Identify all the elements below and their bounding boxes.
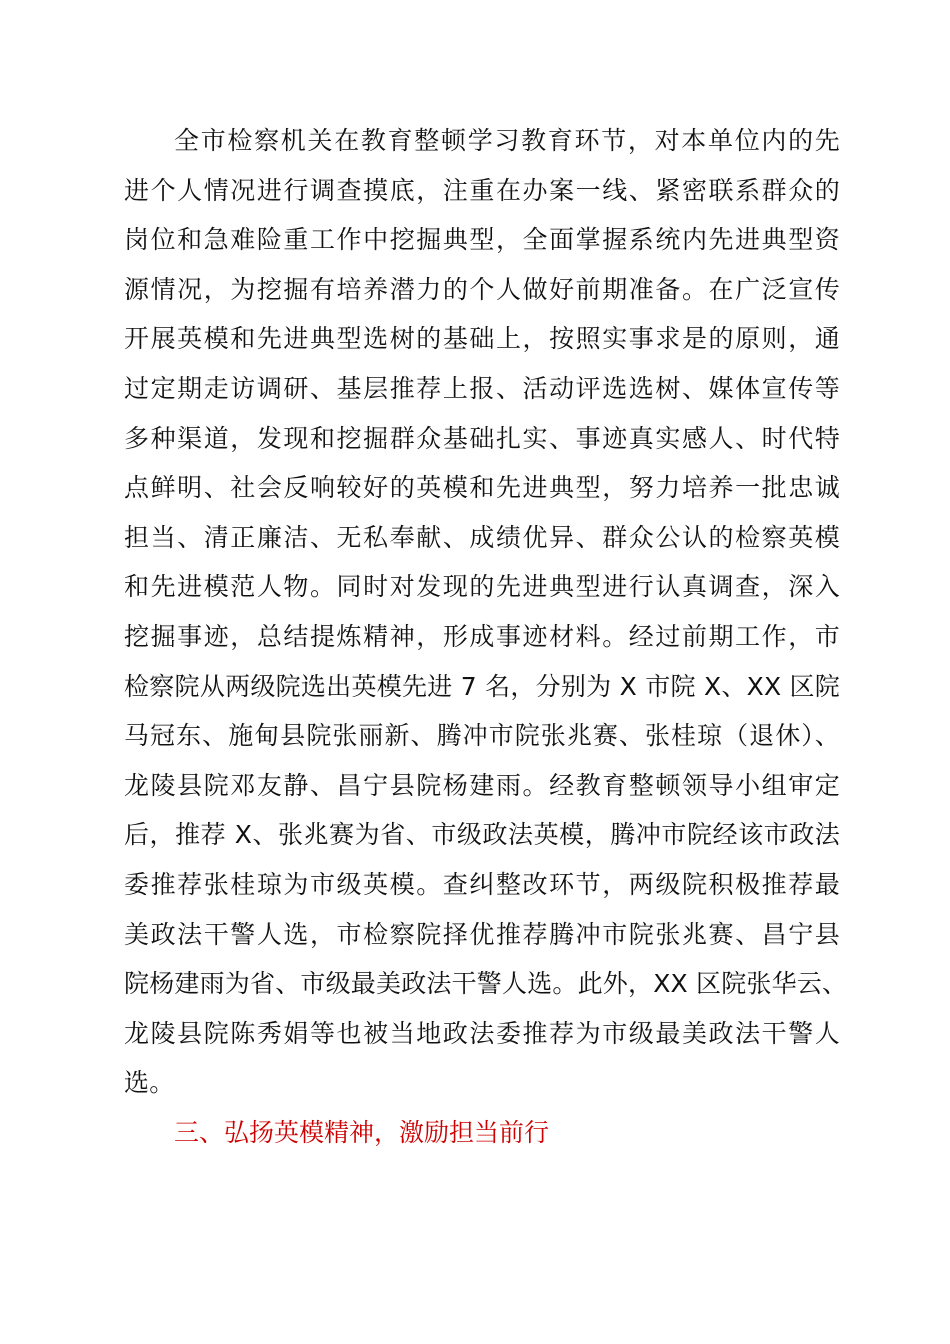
paragraph-line: 检察院从两级院选出英模先进 7 名，分别为 X 市院 X、XX 区院 <box>124 671 840 701</box>
paragraph-line: 全市检察机关在教育整顿学习教育环节，对本单位内的先 <box>174 126 840 155</box>
paragraph-line: 岗位和急难险重工作中挖掘典型，全面掌握系统内先进典型资 <box>124 225 840 255</box>
paragraph-line: 委推荐张桂琼为市级英模。查纠整改环节，两级院积极推荐最 <box>124 869 840 899</box>
paragraph-line: 选。 <box>124 1068 175 1098</box>
paragraph-line: 多种渠道，发现和挖掘群众基础扎实、事迹真实感人、时代特 <box>124 423 840 453</box>
paragraph-line: 龙陵县院陈秀娟等也被当地政法委推荐为市级最美政法干警人 <box>124 1018 840 1048</box>
paragraph-line: 担当、清正廉洁、无私奉献、成绩优异、群众公认的检察英模 <box>124 522 840 552</box>
paragraph-line: 龙陵县院邓友静、昌宁县院杨建雨。经教育整顿领导小组审定 <box>124 770 840 800</box>
paragraph-line: 进个人情况进行调查摸底，注重在办案一线、紧密联系群众的 <box>124 175 840 205</box>
paragraph-line: 点鲜明、社会反响较好的英模和先进典型，努力培养一批忠诚 <box>124 473 840 503</box>
paragraph-line: 院杨建雨为省、市级最美政法干警人选。此外，XX 区院张华云、 <box>124 969 848 999</box>
body-paragraph <box>124 116 848 1108</box>
paragraph-line: 过定期走访调研、基层推荐上报、活动评选选树、媒体宣传等 <box>124 373 840 403</box>
paragraph-line: 和先进模范人物。同时对发现的先进典型进行认真调查，深入 <box>124 572 840 602</box>
paragraph-line: 源情况，为挖掘有培养潜力的个人做好前期准备。在广泛宣传 <box>124 274 840 304</box>
paragraph-line: 开展英模和先进典型选树的基础上，按照实事求是的原则，通 <box>124 324 840 354</box>
paragraph-line: 马冠东、施甸县院张丽新、腾冲市院张兆赛、张桂琼（退休）、 <box>124 721 840 751</box>
paragraph-line: 美政法干警人选，市检察院择优推荐腾冲市院张兆赛、昌宁县 <box>124 919 840 949</box>
paragraph-line: 后，推荐 X、张兆赛为省、市级政法英模，腾冲市院经该市政法 <box>124 820 840 850</box>
section-heading: 三、弘扬英模精神，激励担当前行 <box>174 1118 550 1147</box>
paragraph-line: 挖掘事迹，总结提炼精神，形成事迹材料。经过前期工作，市 <box>124 621 840 651</box>
